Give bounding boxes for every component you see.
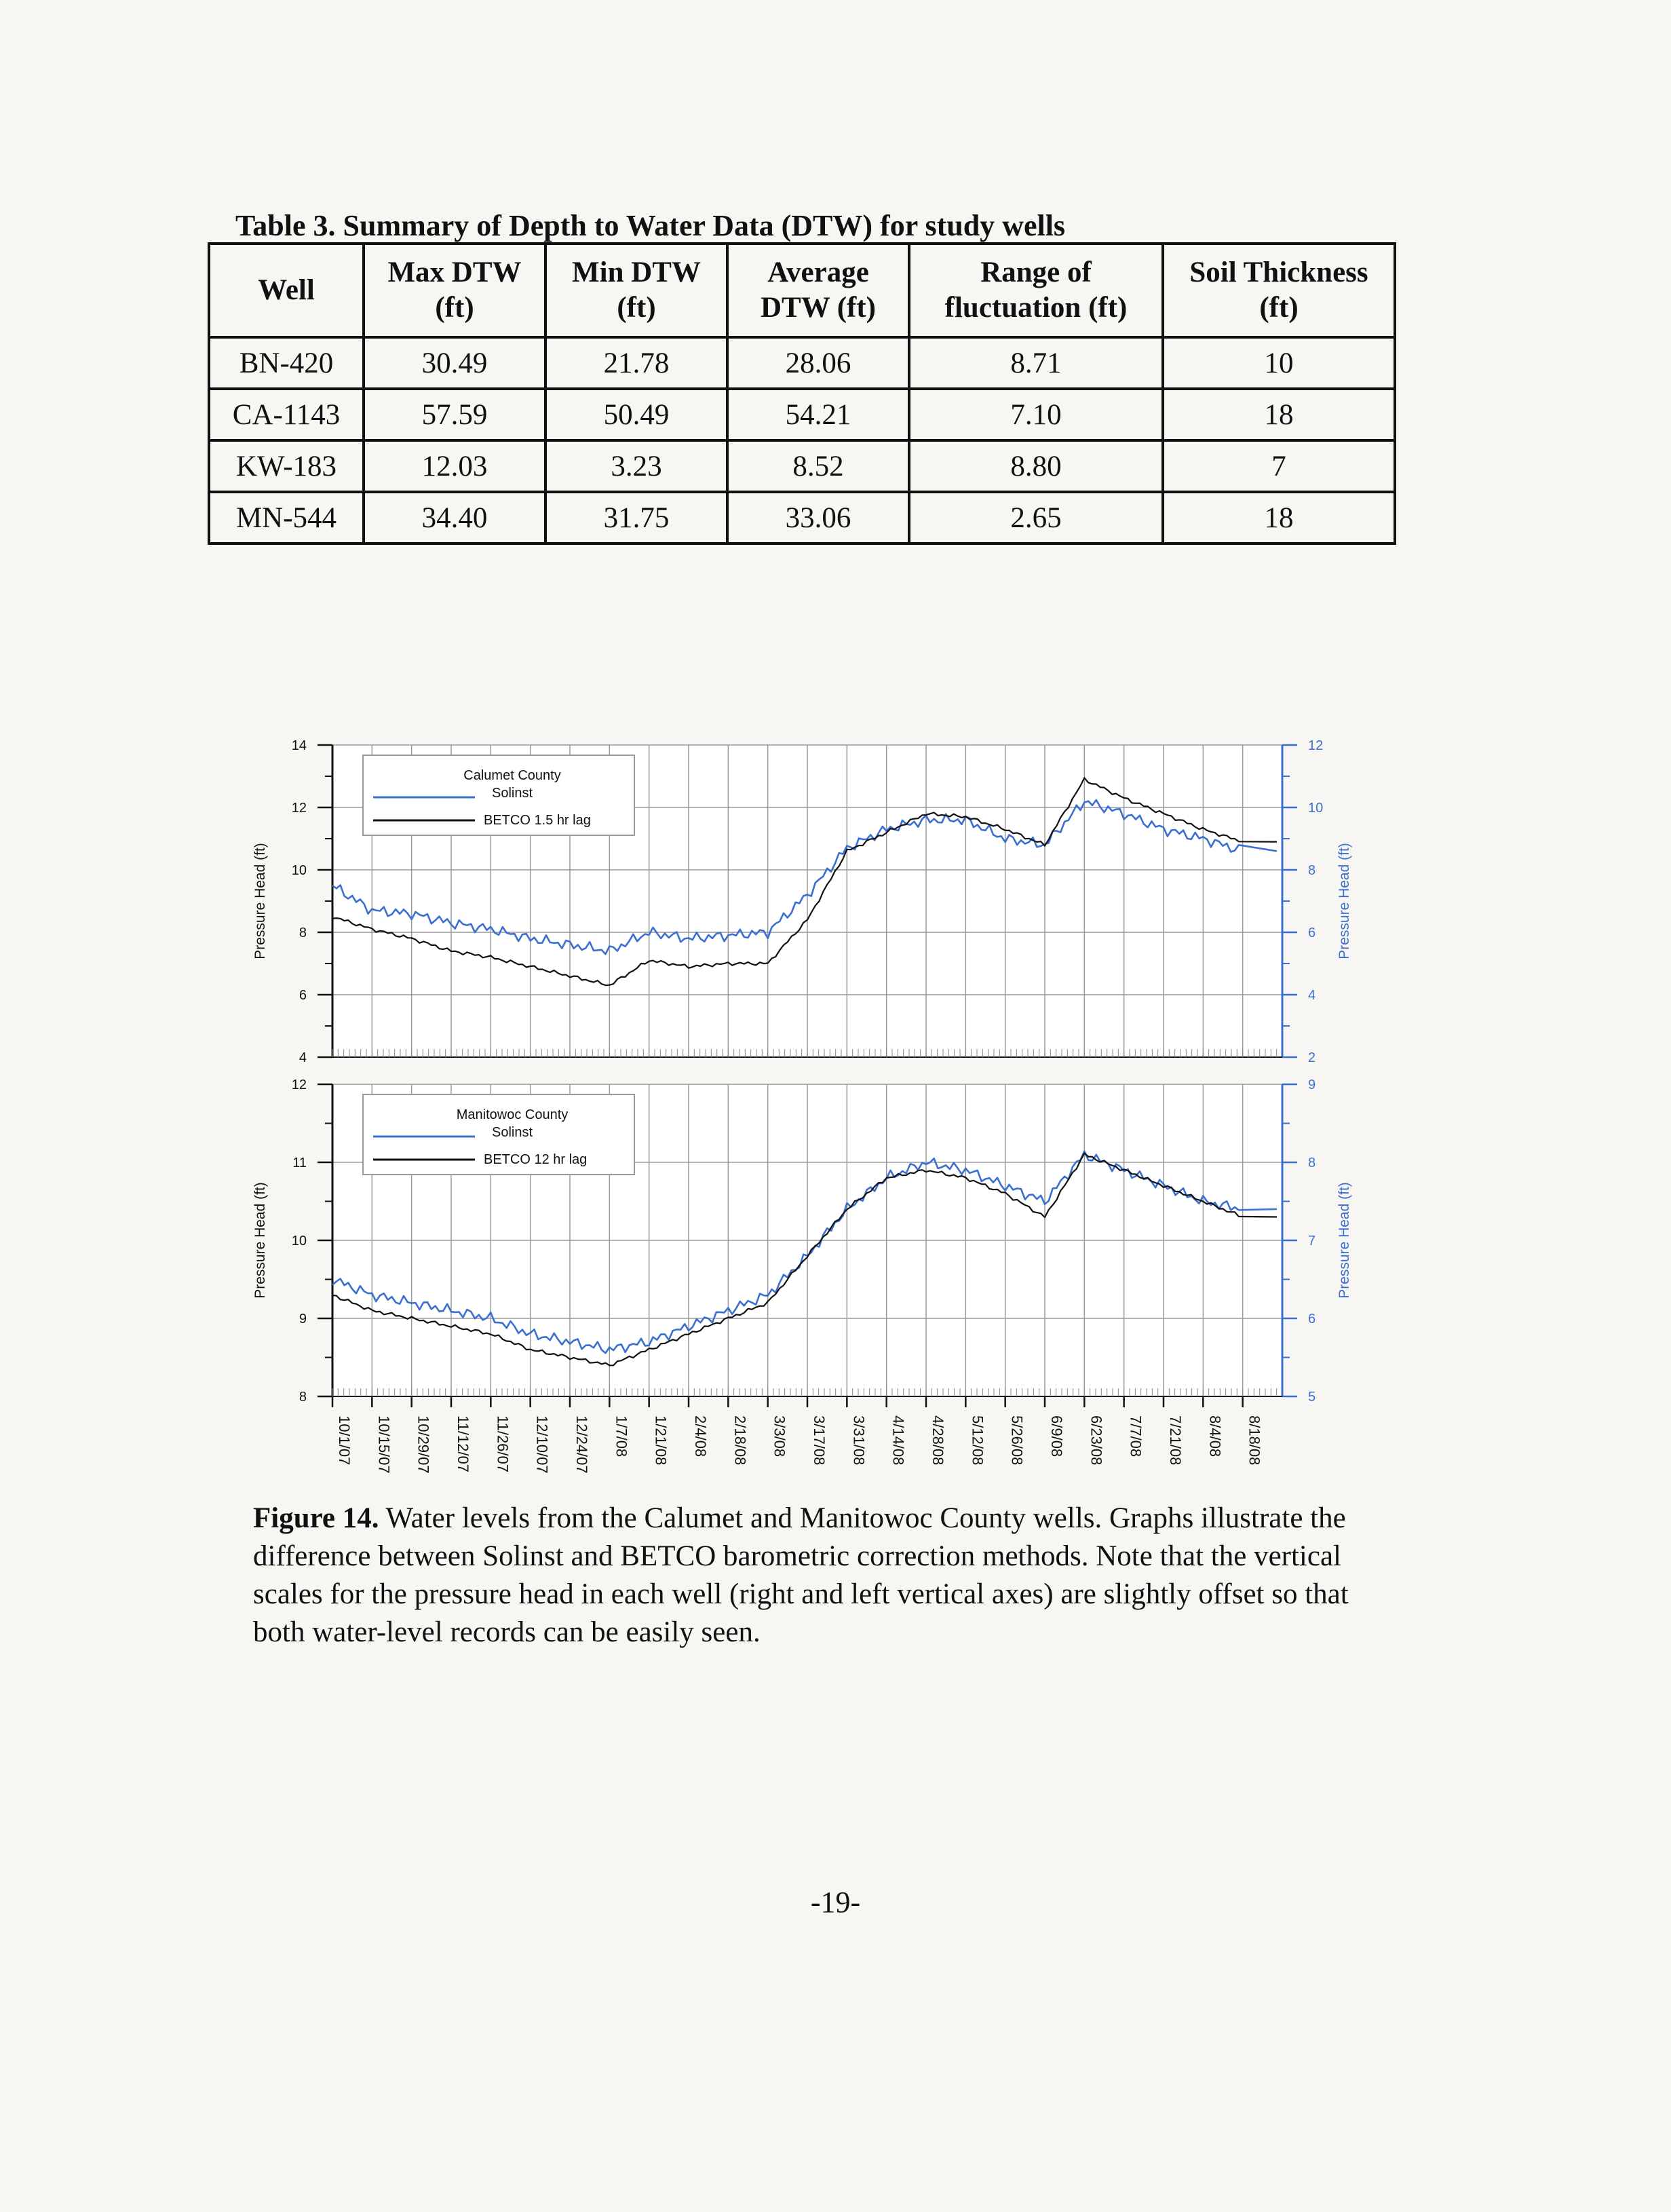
y-tick-label: 10 [291, 1234, 307, 1248]
y-tick-label: 12 [291, 1078, 307, 1092]
x-tick-label: 11/26/07 [494, 1415, 512, 1473]
y2-tick-label: 2 [1308, 1050, 1316, 1065]
table-row [209, 337, 1395, 389]
x-tick-label: 7/21/08 [1167, 1415, 1184, 1466]
cell-range: 8.71 [909, 337, 1163, 389]
cell-max-dtw: 30.49 [364, 337, 545, 389]
table-row [209, 389, 1395, 440]
cell-soil-thickness: 7 [1163, 440, 1395, 492]
y-tick-label: 8 [299, 1390, 307, 1405]
legend-entry-solinst: Solinst [491, 786, 533, 801]
y2-tick-label: 6 [1308, 926, 1316, 940]
cell-min-dtw: 50.49 [545, 389, 727, 440]
y-tick-label: 8 [299, 926, 307, 940]
y-tick-label: 6 [299, 988, 307, 1003]
col-header-min-dtw: Min DTW (ft) [545, 244, 727, 337]
cell-soil-thickness: 10 [1163, 337, 1395, 389]
x-tick-label: 1/7/08 [613, 1415, 630, 1457]
cell-range: 2.65 [909, 492, 1163, 544]
water-level-figure [244, 726, 1384, 1506]
cell-well: CA-1143 [209, 389, 364, 440]
x-tick-label: 5/26/08 [1008, 1415, 1026, 1466]
page-number: -19- [810, 1886, 861, 1919]
x-tick-label: 6/9/08 [1048, 1415, 1065, 1457]
y-tick-label: 11 [292, 1156, 307, 1170]
figure-caption-label: Figure 14. [253, 1502, 379, 1534]
y-axis-label: Pressure Head (ft) [252, 843, 268, 959]
y-tick-label: 14 [291, 738, 307, 753]
x-tick-label: 3/17/08 [811, 1415, 828, 1466]
y2-axis-label: Pressure Head (ft) [1337, 1182, 1352, 1299]
cell-max-dtw: 34.40 [364, 492, 545, 544]
cell-soil-thickness: 18 [1163, 389, 1395, 440]
cell-min-dtw: 21.78 [545, 337, 727, 389]
x-tick-label: 12/24/07 [573, 1415, 590, 1474]
cell-soil-thickness: 18 [1163, 492, 1395, 544]
figure-caption [253, 1500, 1366, 1652]
legend-entry-betco: BETCO 12 hr lag [484, 1152, 588, 1167]
legend-title: Calumet County [463, 768, 561, 783]
cell-range: 7.10 [909, 389, 1163, 440]
x-tick-label: 10/15/07 [375, 1415, 393, 1474]
y-tick-label: 9 [299, 1312, 307, 1327]
cell-well: KW-183 [209, 440, 364, 492]
table-row [209, 440, 1395, 492]
col-header-max-dtw: Max DTW (ft) [364, 244, 545, 337]
col-header-average-dtw: Average DTW (ft) [727, 244, 909, 337]
y2-tick-label: 5 [1308, 1390, 1316, 1405]
y-tick-label: 10 [291, 863, 307, 878]
x-tick-label: 8/4/08 [1206, 1415, 1224, 1457]
y2-tick-label: 7 [1308, 1234, 1316, 1248]
x-tick-label: 7/7/08 [1127, 1415, 1145, 1457]
y2-tick-label: 10 [1308, 801, 1324, 816]
y2-tick-label: 8 [1308, 1156, 1316, 1170]
x-tick-label: 10/29/07 [415, 1415, 432, 1474]
col-header-well: Well [209, 244, 364, 337]
y2-tick-label: 6 [1308, 1312, 1316, 1327]
cell-min-dtw: 3.23 [545, 440, 727, 492]
y2-tick-label: 12 [1308, 738, 1324, 753]
x-tick-label: 2/4/08 [692, 1415, 709, 1457]
x-tick-label: 2/18/08 [731, 1415, 749, 1466]
cell-average-dtw: 54.21 [727, 389, 909, 440]
x-tick-label: 12/10/07 [533, 1415, 551, 1474]
x-tick-label: 8/18/08 [1246, 1415, 1263, 1466]
x-tick-label: 4/28/08 [929, 1415, 946, 1466]
chart-panel-2 [252, 1078, 1352, 1405]
cell-average-dtw: 28.06 [727, 337, 909, 389]
x-tick-label: 1/21/08 [652, 1415, 670, 1466]
cell-range: 8.80 [909, 440, 1163, 492]
cell-max-dtw: 12.03 [364, 440, 545, 492]
legend-entry-solinst: Solinst [491, 1125, 533, 1140]
figure-caption-text: Water levels from the Calumet and Manitowoc County wells. Graphs illustrate the difference between Solinst and BETCO barometric correction methods. Note that the vertical scales for the pressure head in each well (right and left vertical axes) are slightly offset so that both water-level records can be easily seen. [253, 1502, 1349, 1648]
dtw-summary-table [208, 242, 1396, 545]
y2-axis-label: Pressure Head (ft) [1337, 843, 1352, 959]
x-tick-label: 6/23/08 [1088, 1415, 1105, 1466]
col-header-range: Range of fluctuation (ft) [909, 244, 1163, 337]
cell-min-dtw: 31.75 [545, 492, 727, 544]
legend-title: Manitowoc County [456, 1107, 569, 1122]
cell-max-dtw: 57.59 [364, 389, 545, 440]
table-title: Table 3. Summary of Depth to Water Data (DTW) for study wells [235, 209, 1066, 242]
legend-entry-betco: BETCO 1.5 hr lag [484, 813, 591, 828]
x-tick-label: 5/12/08 [969, 1415, 986, 1466]
col-header-soil-thickness: Soil Thickness (ft) [1163, 244, 1395, 337]
x-tick-label: 3/3/08 [771, 1415, 788, 1457]
cell-average-dtw: 33.06 [727, 492, 909, 544]
y-tick-label: 12 [291, 801, 307, 816]
table-row [209, 492, 1395, 544]
x-tick-label: 4/14/08 [889, 1415, 907, 1466]
y2-tick-label: 8 [1308, 863, 1316, 878]
x-tick-label: 11/12/07 [455, 1415, 472, 1473]
x-tick-label: 3/31/08 [850, 1415, 868, 1466]
y-tick-label: 4 [299, 1050, 307, 1065]
y2-tick-label: 9 [1308, 1078, 1316, 1092]
table-header-row [209, 244, 1395, 337]
x-tick-label: 10/1/07 [336, 1415, 353, 1466]
cell-well: MN-544 [209, 492, 364, 544]
y-axis-label: Pressure Head (ft) [252, 1182, 268, 1299]
cell-average-dtw: 8.52 [727, 440, 909, 492]
chart-panel-1 [252, 738, 1352, 1065]
y2-tick-label: 4 [1308, 988, 1316, 1003]
cell-well: BN-420 [209, 337, 364, 389]
